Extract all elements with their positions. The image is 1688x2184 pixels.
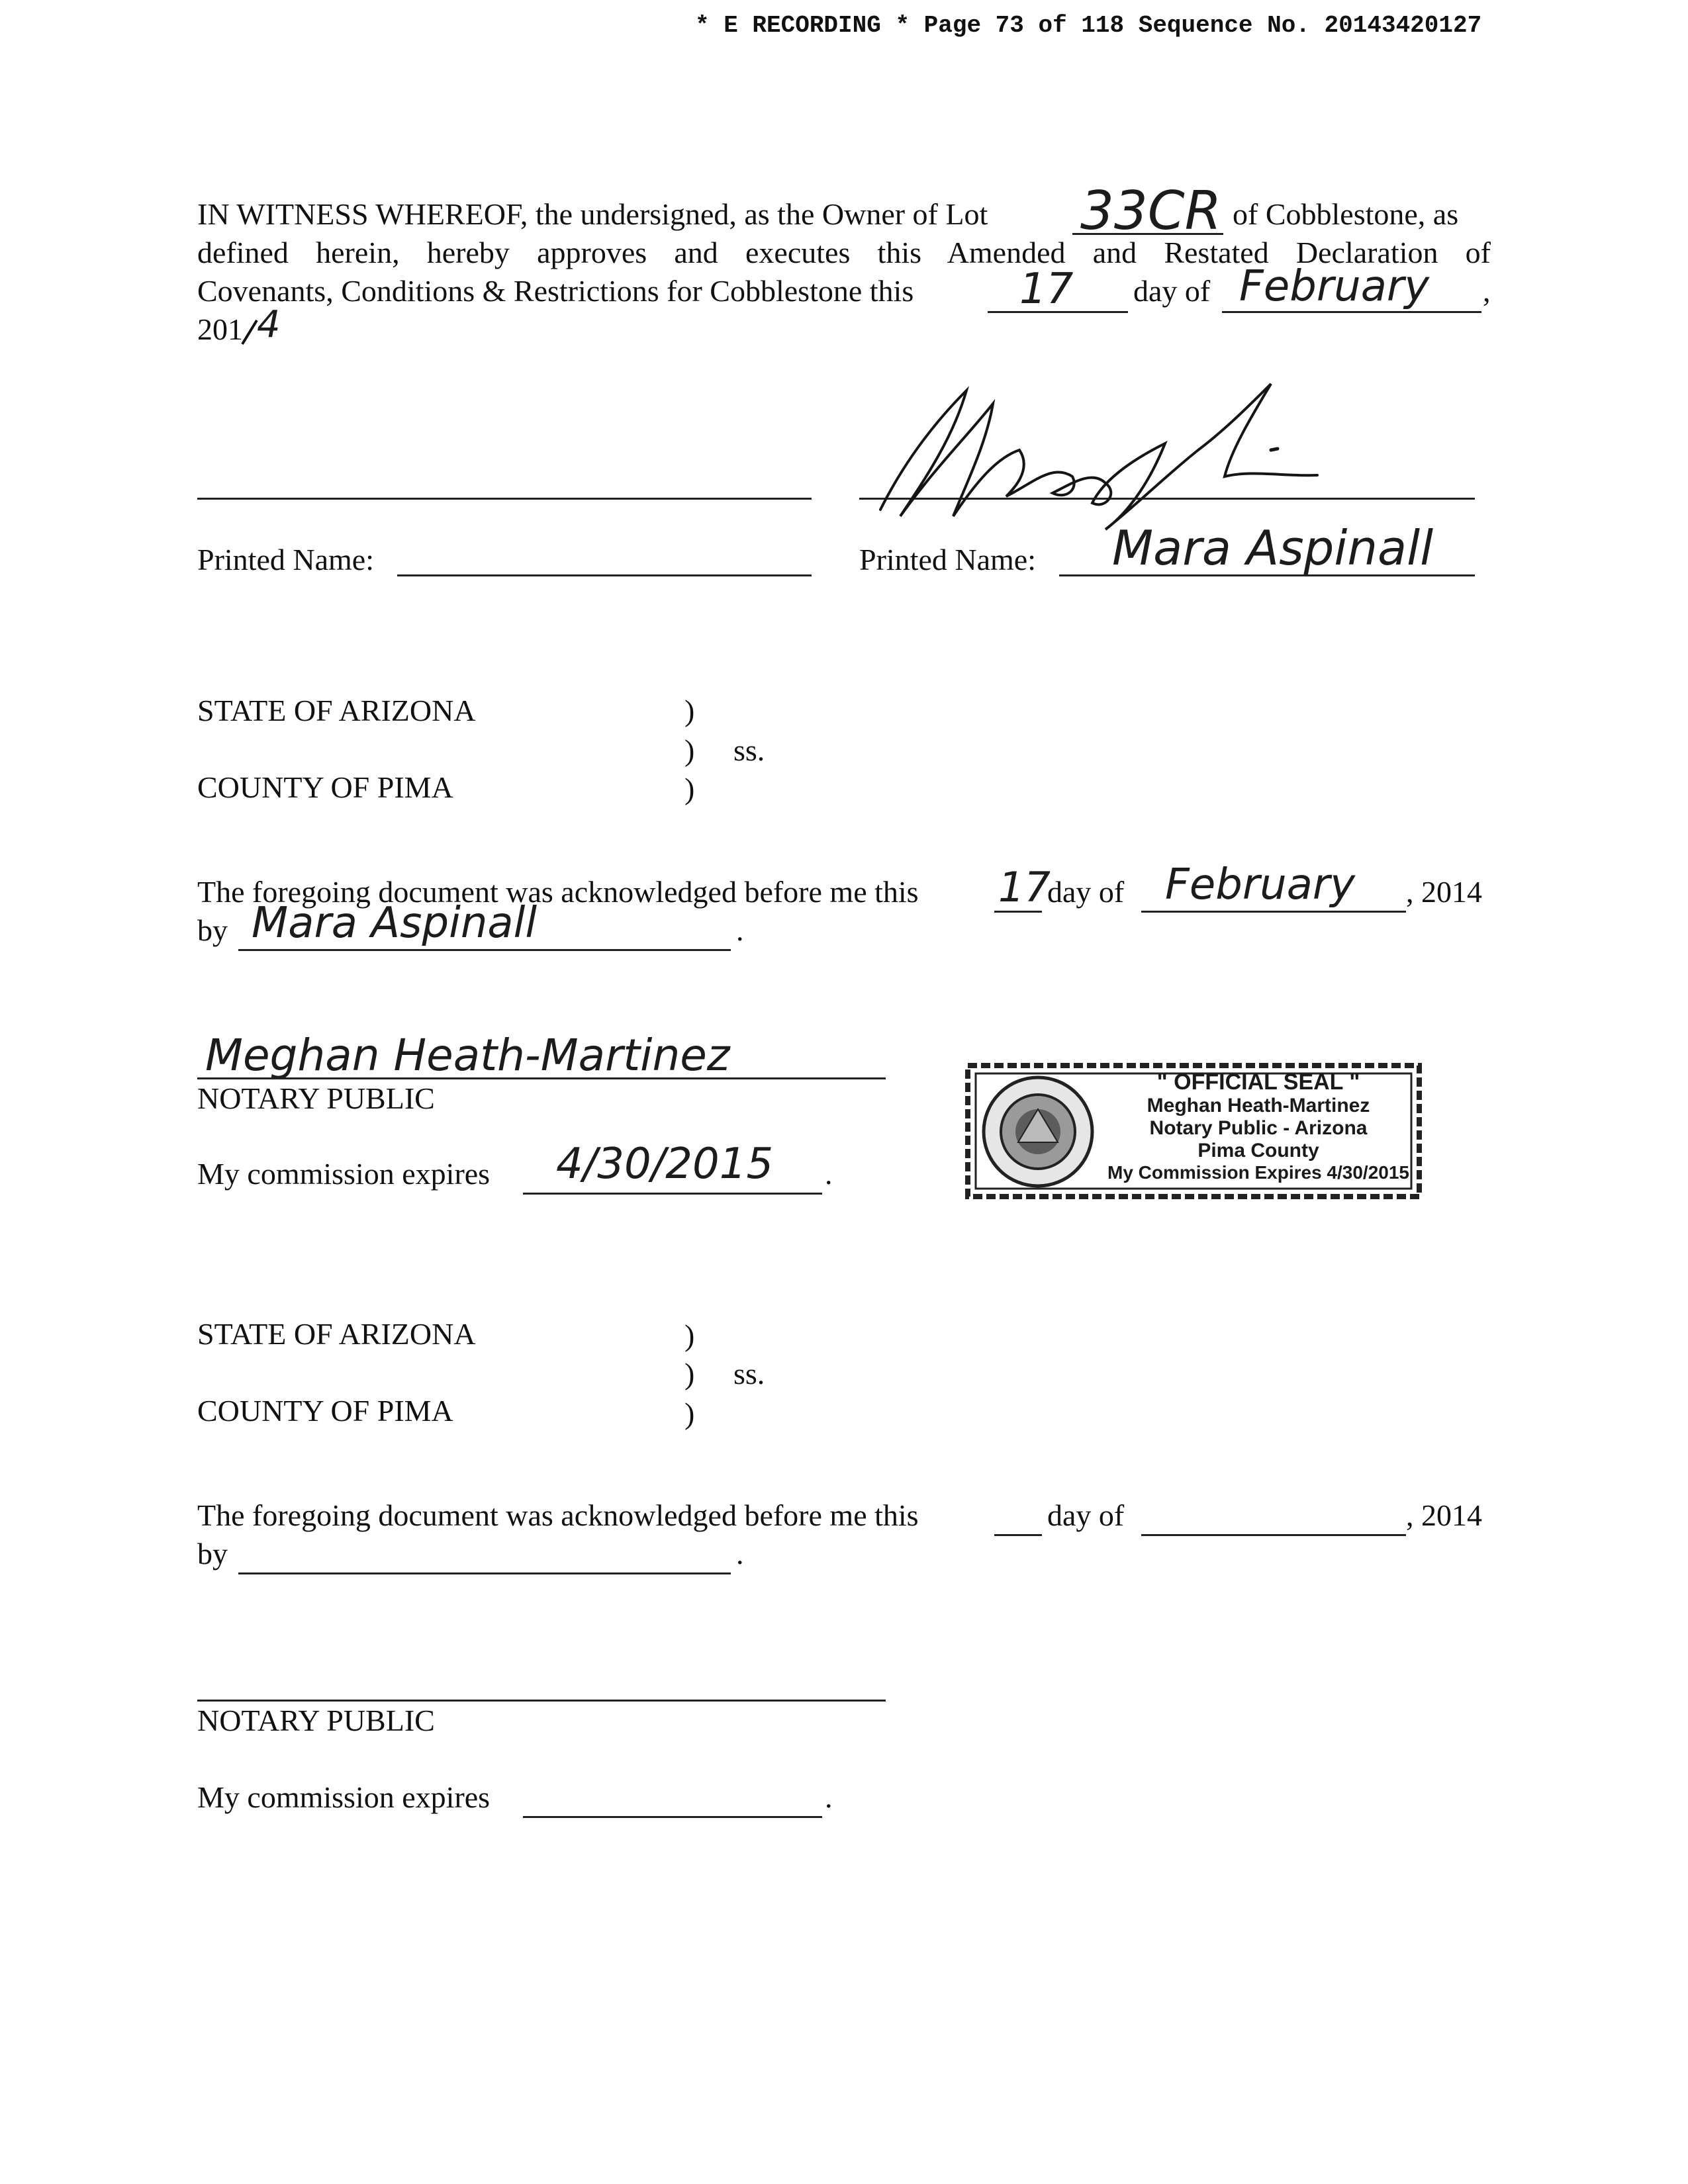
ack1-by-label: by (197, 913, 228, 947)
ack1-paren-3: ) (684, 772, 695, 805)
ack1-ss: ss. (733, 733, 765, 767)
ack1-state: STATE OF ARIZONA (197, 694, 476, 727)
right-printed-name-handwritten: Mara Aspinall (1112, 520, 1434, 576)
ack2-text-b: day of (1047, 1498, 1125, 1532)
ack1-month-handwritten: February (1165, 860, 1356, 909)
year-handwritten: 4 (257, 303, 281, 346)
ack2-commission-period: . (825, 1780, 833, 1814)
left-printed-name-line (397, 574, 812, 576)
witness-line-1b: of Cobblestone, as (1233, 197, 1459, 231)
ack2-commission-label: My commission expires (197, 1780, 491, 1814)
ack1-text-b: day of (1047, 875, 1125, 909)
year-prefix: 201 (197, 312, 243, 346)
ack2-notary-label: NOTARY PUBLIC (197, 1704, 435, 1737)
ack1-month-line (1141, 911, 1406, 913)
ack2-by-label: by (197, 1537, 228, 1570)
ack1-text-a: The foregoing document was acknowledged before me this (197, 875, 919, 909)
official-notary-seal (965, 1063, 1422, 1199)
seal-line-1: " OFFICIAL SEAL " (1156, 1069, 1360, 1095)
ack2-month-line (1141, 1534, 1406, 1536)
ack2-paren-1: ) (684, 1318, 695, 1352)
ack1-notary-label: NOTARY PUBLIC (197, 1081, 435, 1115)
month-line (1222, 311, 1481, 313)
seal-line-5: My Commission Expires 4/30/2015 (1107, 1162, 1409, 1183)
witness-line-3a: Covenants, Conditions & Restrictions for Cobblestone this (197, 274, 914, 308)
month-handwritten: February (1239, 262, 1430, 311)
ack1-commission-line (523, 1193, 822, 1195)
ack2-text-c: , 2014 (1406, 1498, 1482, 1532)
ack2-paren-3: ) (684, 1396, 695, 1430)
witness-line-1a: IN WITNESS WHEREOF, the undersigned, as the Owner of Lot (197, 197, 988, 231)
ack2-text-a: The foregoing document was acknowledged before me this (197, 1498, 919, 1532)
witness-line-2: defined herein, hereby approves and executes this Amended and Restated Declaration of (197, 236, 1491, 269)
left-printed-name-label: Printed Name: (197, 543, 374, 576)
day-handwritten: 17 (1019, 265, 1074, 314)
notary-signature-handwritten: Meghan Heath-Martinez (205, 1030, 730, 1081)
ack1-by-line (238, 949, 731, 951)
ack1-commission-handwritten: 4/30/2015 (556, 1140, 774, 1189)
ack1-paren-1: ) (684, 694, 695, 727)
recording-header: * E RECORDING * Page 73 of 118 Sequence No. 20143420127 (695, 12, 1482, 39)
seal-line-2: Meghan Heath-Martinez (1147, 1095, 1370, 1116)
ack2-notary-line (197, 1700, 886, 1702)
ack2-by-line (238, 1572, 731, 1574)
ack1-commission-label: My commission expires (197, 1157, 491, 1191)
ack2-paren-2: ) (684, 1357, 695, 1390)
witness-line-3c: , (1483, 274, 1491, 308)
seal-line-4: Pima County (1197, 1140, 1319, 1161)
witness-line-3b: day of (1133, 274, 1211, 308)
ack2-county: COUNTY OF PIMA (197, 1394, 453, 1428)
right-printed-name-label: Printed Name: (859, 543, 1036, 576)
ack2-day-line (994, 1534, 1042, 1536)
ack2-commission-line (523, 1816, 822, 1818)
ack2-ss: ss. (733, 1357, 765, 1390)
lot-number-handwritten: 33CR (1080, 180, 1222, 242)
ack1-by-handwritten: Mara Aspinall (252, 899, 538, 948)
ack1-notary-line (197, 1077, 886, 1079)
ack2-state: STATE OF ARIZONA (197, 1317, 476, 1351)
ack1-day-handwritten: 17 (998, 863, 1051, 911)
ack1-county: COUNTY OF PIMA (197, 770, 453, 804)
left-signature-line (197, 498, 812, 500)
ack1-by-period: . (736, 913, 744, 947)
ack1-commission-period: . (825, 1157, 833, 1191)
ack1-text-c: , 2014 (1406, 875, 1482, 909)
ack2-by-period: . (736, 1537, 744, 1570)
seal-line-3: Notary Public - Arizona (1149, 1117, 1368, 1139)
ack1-paren-2: ) (684, 733, 695, 767)
